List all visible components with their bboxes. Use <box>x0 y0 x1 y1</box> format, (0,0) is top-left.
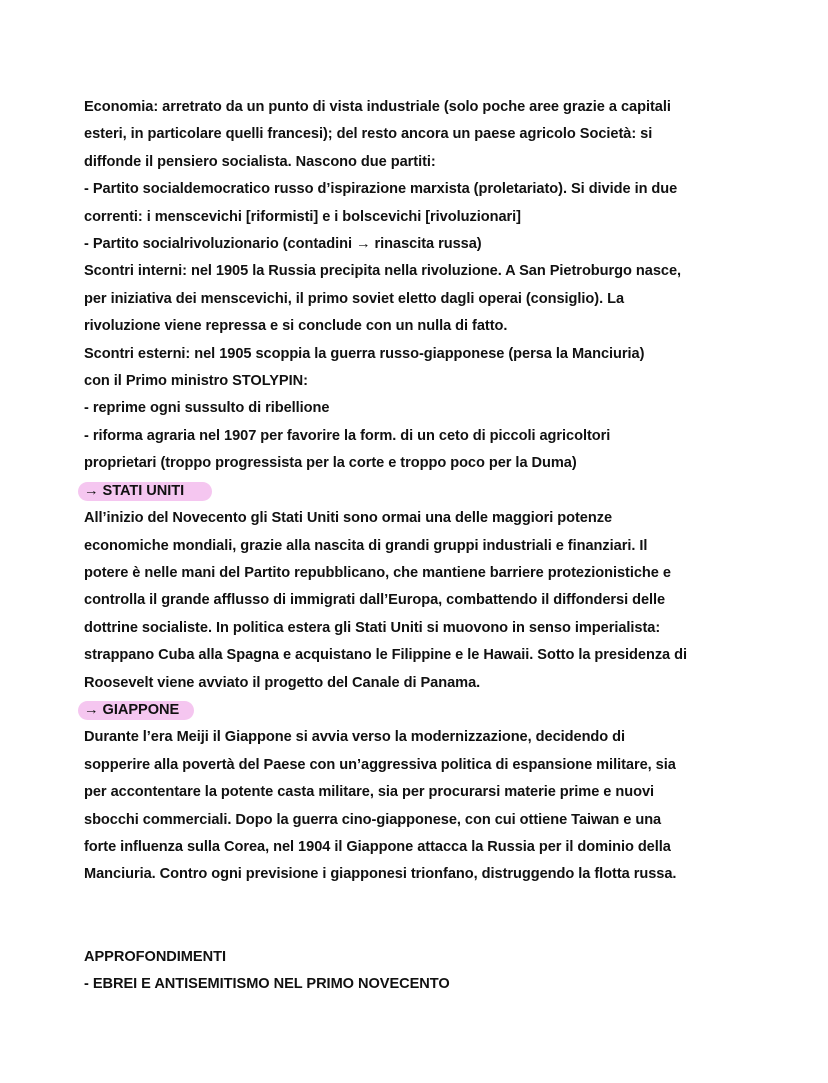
approfondimenti-item: - EBREI E ANTISEMITISMO NEL PRIMO NOVECENTO <box>84 976 450 993</box>
heading-japan <box>84 697 179 724</box>
text-line: forte influenza sulla Corea, nel 1904 il Giappone attacca la Russia per il dominio della <box>84 838 671 855</box>
text-line: - reprime ogni sussulto di ribellione <box>84 400 330 417</box>
approfondimenti-title: APPROFONDIMENTI <box>84 948 226 965</box>
heading-usa-label: → STATI UNITI <box>84 482 185 499</box>
text-line: - Partito socialrivoluzionario (contadini → rinascita russa) <box>84 236 482 253</box>
text-line: - riforma agraria nel 1907 per favorire la form. di un ceto di piccoli agricoltori <box>84 427 611 444</box>
text-line: Scontri interni: nel 1905 la Russia precipita nella rivoluzione. A San Pietroburgo nasce, <box>84 263 682 280</box>
heading-usa <box>84 478 184 505</box>
heading-japan-row <box>84 697 764 724</box>
text-line: per accontentare la potente casta militare, sia per procurarsi materie prime e nuovi <box>84 784 655 801</box>
text-line: proprietari (troppo progressista per la corte e troppo poco per la Duma) <box>84 455 577 472</box>
text-line: controlla il grande afflusso di immigrati dall’Europa, combattendo il diffondersi delle <box>84 592 666 609</box>
text-line: correnti: i menscevichi [riformisti] e i bolscevichi [rivoluzionari] <box>84 208 521 225</box>
text-line: dottrine socialiste. In politica estera gli Stati Uniti si muovono in senso imperialista: <box>84 619 661 636</box>
text-line: diffonde il pensiero socialista. Nascono due partiti: <box>84 153 436 170</box>
russia-section <box>84 94 764 478</box>
usa-section <box>84 478 764 697</box>
text-line: sbocchi commerciali. Dopo la guerra cino-giapponese, con cui ottiene Taiwan e una <box>84 811 662 828</box>
text-line: Scontri esterni: nel 1905 scoppia la guerra russo-giapponese (persa la Manciuria) <box>84 345 645 362</box>
text-line: Manciuria. Contro ogni previsione i giapponesi trionfano, distruggendo la flotta russa. <box>84 866 677 883</box>
japan-section <box>84 697 764 889</box>
document-page <box>84 94 764 999</box>
approfondimenti-section <box>84 944 764 999</box>
text-line: per iniziativa dei menscevichi, il primo soviet eletto dagli operai (consiglio). La <box>84 290 625 307</box>
text-line: strappano Cuba alla Spagna e acquistano le Filippine e le Hawaii. Sotto la presidenza di <box>84 647 688 664</box>
text-line: con il Primo ministro STOLYPIN: <box>84 373 308 390</box>
heading-usa-row <box>84 478 764 505</box>
text-line: All’inizio del Novecento gli Stati Uniti sono ormai una delle maggiori potenze <box>84 510 613 527</box>
text-line: potere è nelle mani del Partito repubblicano, che mantiene barriere protezionistiche e <box>84 564 671 581</box>
text-line: Durante l’era Meiji il Giappone si avvia verso la modernizzazione, decidendo di <box>84 729 626 746</box>
section-spacer <box>84 889 764 944</box>
heading-japan-label: → GIAPPONE <box>84 701 180 718</box>
text-line: esteri, in particolare quelli francesi); del resto ancora un paese agricolo Società: si <box>84 126 653 143</box>
text-line: Roosevelt viene avviato il progetto del Canale di Panama. <box>84 674 481 691</box>
text-line: sopperire alla povertà del Paese con un’aggressiva politica di espansione militare, sia <box>84 756 676 773</box>
text-line: Economia: arretrato da un punto di vista industriale (solo poche aree grazie a capitali <box>84 99 671 115</box>
text-line: - Partito socialdemocratico russo d’ispirazione marxista (proletariato). Si divide in due <box>84 181 678 198</box>
text-line: rivoluzione viene repressa e si conclude con un nulla di fatto. <box>84 318 508 335</box>
text-line: economiche mondiali, grazie alla nascita di grandi gruppi industriali e finanziari. Il <box>84 537 648 554</box>
